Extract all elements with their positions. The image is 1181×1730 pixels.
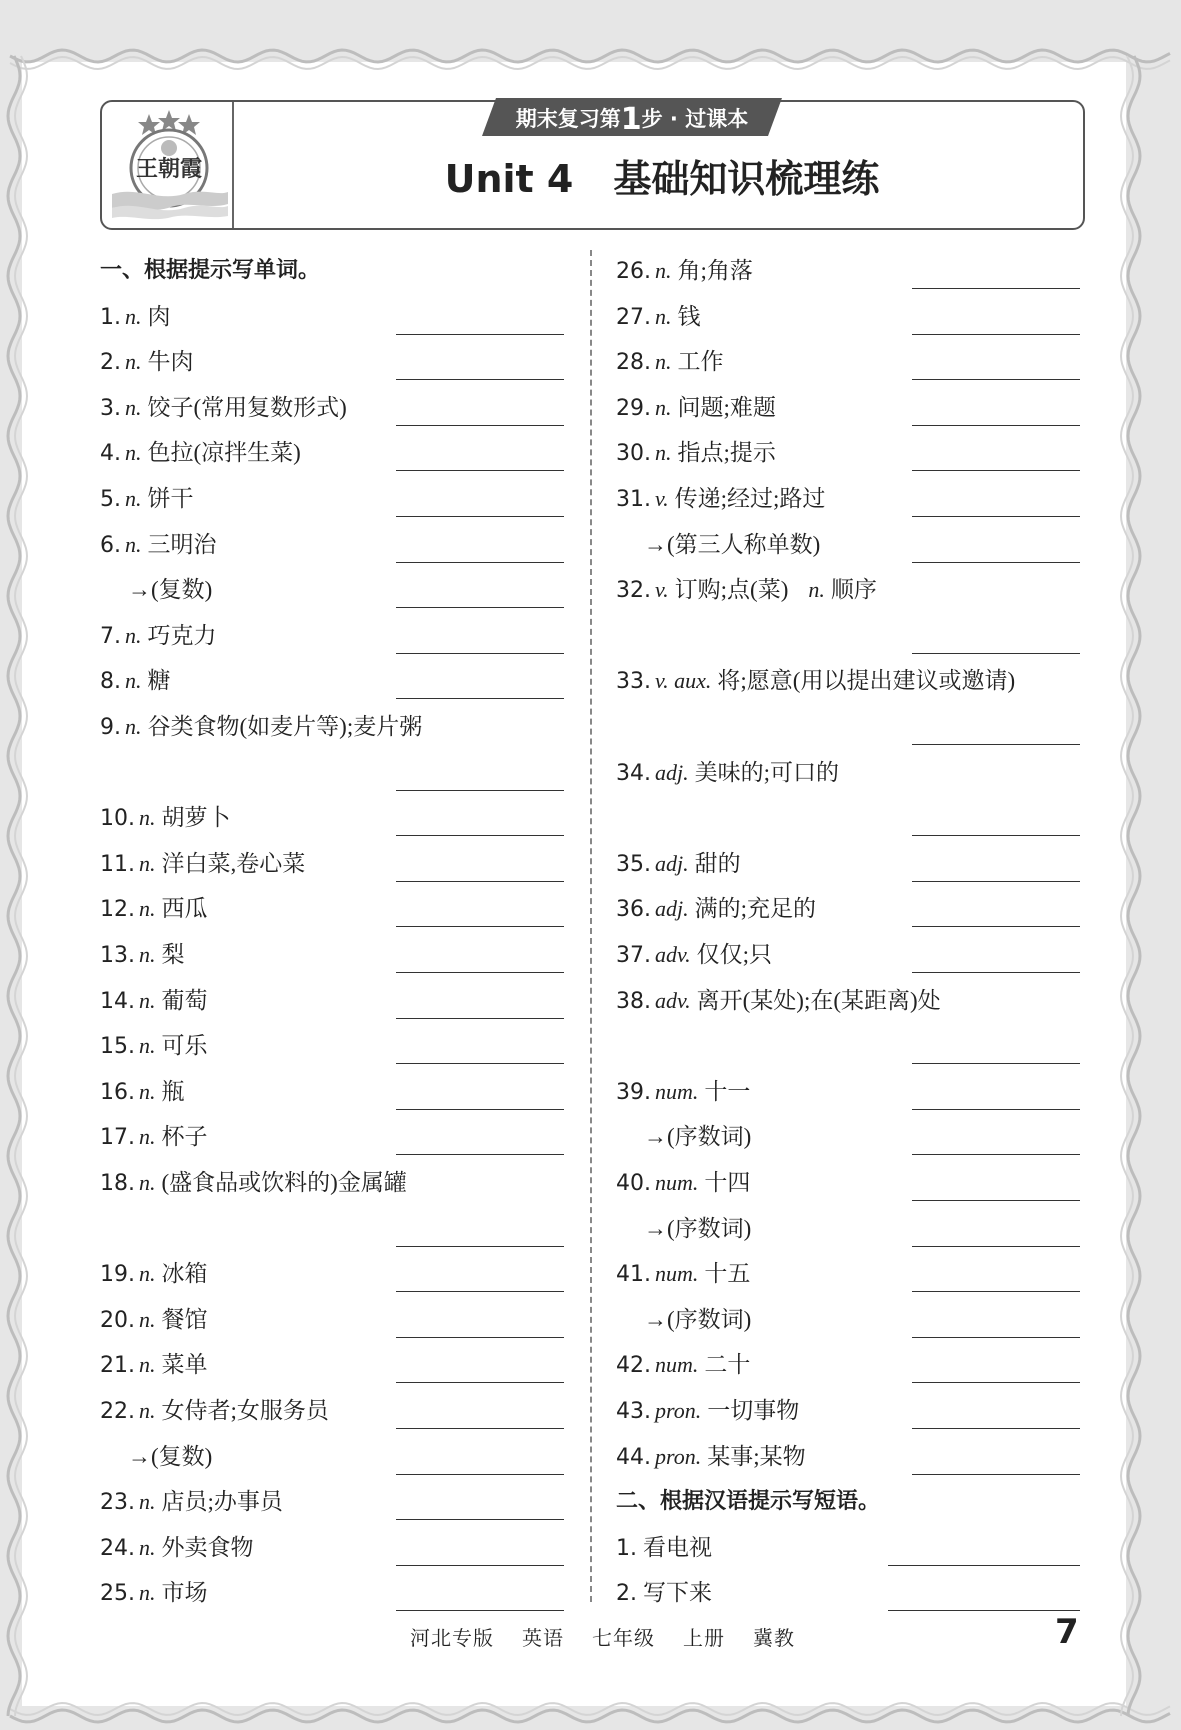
part-of-speech: n.	[655, 394, 672, 420]
item-number: 11.	[100, 851, 135, 877]
page-number: 7	[1055, 1612, 1079, 1652]
item-meaning: →(序数词)	[644, 1124, 752, 1150]
item-number: 42.	[616, 1353, 651, 1379]
item-number: 43.	[616, 1399, 651, 1424]
item-meaning: 离开(某处);在(某距离)处	[696, 987, 941, 1013]
answer-blank[interactable]	[912, 288, 1080, 289]
part-of-speech: n.	[125, 303, 142, 329]
item-6	[100, 522, 566, 567]
answer-blank[interactable]	[912, 1154, 1080, 1155]
item-38	[616, 978, 1080, 1023]
answer-blank[interactable]	[888, 1610, 1080, 1611]
answer-blank[interactable]	[396, 1109, 564, 1110]
item-16	[100, 1069, 566, 1114]
part-of-speech: n.	[139, 896, 156, 922]
item-meaning: 仅仅;只	[696, 942, 773, 967]
item-19	[100, 1251, 566, 1296]
item-number: 9.	[100, 715, 121, 740]
item-18	[100, 1160, 566, 1205]
item-number: 15.	[100, 1034, 135, 1060]
item-number: 4.	[100, 441, 121, 467]
part-of-speech: n.	[125, 531, 142, 557]
item-24	[100, 1525, 566, 1570]
title-main: 基础知识梳理练	[613, 157, 880, 201]
item-number: 12.	[100, 897, 135, 923]
part-of-speech: n.	[139, 1170, 156, 1195]
item-continuation	[616, 795, 1080, 840]
part-of-speech: n.	[139, 987, 156, 1013]
item-meaning: 某事;某物	[707, 1443, 806, 1469]
item-meaning: 餐馆	[161, 1306, 208, 1332]
item-number: 2.	[100, 350, 121, 376]
item-number: 26.	[616, 259, 651, 284]
part-of-speech: n.	[139, 1352, 156, 1378]
answer-blank[interactable]	[396, 1291, 564, 1292]
answer-blank[interactable]	[912, 470, 1080, 471]
part-of-speech: n.	[139, 1398, 156, 1423]
footer-subject: 英语	[522, 1628, 564, 1650]
part-of-speech: n.	[139, 1033, 156, 1059]
item-meaning: →(复数)	[128, 577, 213, 603]
item-number: 20.	[100, 1307, 135, 1333]
answer-blank[interactable]	[396, 790, 564, 791]
item-meaning: 角;角落	[677, 258, 753, 283]
item-number: 10.	[100, 806, 135, 832]
item-meaning: 西瓜	[161, 896, 208, 922]
answer-blank[interactable]	[912, 653, 1080, 654]
title-unit: Unit 4	[444, 157, 574, 201]
item-continuation	[616, 1114, 1108, 1159]
answer-blank[interactable]	[912, 1337, 1080, 1338]
answer-blank[interactable]	[396, 1610, 564, 1611]
item-number: 35.	[616, 851, 651, 877]
answer-blank[interactable]	[396, 1018, 564, 1019]
item-meaning: 十五	[704, 1261, 751, 1287]
item-number: 36.	[616, 897, 651, 923]
answer-blank[interactable]	[912, 881, 1080, 882]
answer-blank[interactable]	[912, 1200, 1080, 1201]
item-number: 33.	[616, 669, 651, 695]
item-40	[616, 1160, 1080, 1205]
item-meaning: 三明治	[147, 531, 217, 557]
item-4	[100, 430, 566, 475]
answer-blank[interactable]	[912, 334, 1080, 335]
phrase-hint: 写下来	[643, 1580, 712, 1606]
item-30	[616, 430, 1080, 475]
part-of-speech: num.	[655, 1170, 699, 1195]
item-number: 29.	[616, 395, 651, 421]
item-meaning: 外卖食物	[161, 1534, 254, 1560]
item-31	[616, 476, 1080, 521]
footer-edition: 河北专版	[410, 1628, 494, 1650]
item-25	[100, 1570, 566, 1615]
item-28	[616, 339, 1080, 384]
answer-blank[interactable]	[396, 1474, 564, 1475]
item-41	[616, 1251, 1080, 1296]
part-of-speech: n.	[125, 440, 142, 466]
item-number: 2.	[616, 1581, 637, 1607]
item-number: 38.	[616, 988, 651, 1014]
item-11	[100, 841, 566, 886]
answer-blank[interactable]	[396, 1246, 564, 1247]
item-continuation	[616, 1206, 1108, 1251]
part-of-speech: num.	[655, 1078, 699, 1104]
answer-blank[interactable]	[912, 516, 1080, 517]
item-36	[616, 886, 1080, 931]
answer-blank[interactable]	[912, 926, 1080, 927]
footer-grade: 七年级	[592, 1628, 655, 1650]
answer-blank[interactable]	[396, 653, 564, 654]
item-number: 22.	[100, 1399, 135, 1424]
item-number: 8.	[100, 669, 121, 695]
item-meaning: 巧克力	[147, 622, 217, 648]
item-39	[616, 1069, 1080, 1114]
item-continuation	[616, 613, 1080, 658]
section-1-title: 一、根据提示写单词。	[100, 258, 321, 283]
item-continuation	[616, 1297, 1108, 1342]
answer-blank[interactable]	[396, 881, 564, 882]
answer-blank[interactable]	[396, 334, 564, 335]
item-continuation	[616, 522, 1108, 567]
answer-blank[interactable]	[396, 516, 564, 517]
item-number: 30.	[616, 441, 651, 467]
item-13	[100, 932, 566, 977]
item-37	[616, 932, 1080, 977]
part-of-speech: n.	[125, 486, 142, 511]
item-continuation	[616, 704, 1080, 749]
item-26	[616, 248, 1080, 293]
part-of-speech: n.	[139, 1124, 156, 1150]
publisher-logo	[108, 108, 230, 220]
item-meaning: 胡萝卜	[161, 805, 231, 831]
item-meaning: (盛食品或饮料的)金属罐	[161, 1170, 407, 1195]
answer-blank[interactable]	[912, 1109, 1080, 1110]
answer-blank[interactable]	[396, 1519, 564, 1520]
part-of-speech: pron.	[655, 1443, 702, 1469]
part-of-speech: adj.	[655, 896, 689, 922]
phrase-item-2	[616, 1570, 1080, 1615]
item-continuation	[616, 1023, 1080, 1068]
answer-blank[interactable]	[912, 744, 1080, 745]
part-of-speech: n.	[125, 394, 142, 420]
part-of-speech: n.	[139, 1580, 156, 1606]
part-of-speech: n.	[125, 714, 142, 739]
answer-blank[interactable]	[396, 1565, 564, 1566]
item-35	[616, 841, 1080, 886]
item-number: 31.	[616, 487, 651, 512]
header-box	[100, 100, 1085, 230]
item-meaning: 满的;充足的	[694, 896, 817, 922]
part-of-speech: num.	[655, 1261, 699, 1287]
item-number: 27.	[616, 304, 651, 330]
answer-blank[interactable]	[396, 926, 564, 927]
answer-blank[interactable]	[396, 1428, 564, 1429]
item-43	[616, 1388, 1080, 1433]
item-number: 32.	[616, 578, 651, 604]
part-of-speech: n.	[125, 349, 142, 375]
item-8	[100, 658, 566, 703]
item-number: 13.	[100, 943, 135, 968]
item-number: 25.	[100, 1581, 135, 1607]
item-3	[100, 385, 566, 430]
item-meaning: 糖	[147, 668, 171, 694]
item-number: 17.	[100, 1125, 135, 1151]
answer-blank[interactable]	[912, 1474, 1080, 1475]
item-20	[100, 1297, 566, 1342]
item-meaning: 市场	[161, 1580, 208, 1606]
item-2	[100, 339, 566, 384]
item-number: 6.	[100, 532, 121, 558]
answer-blank[interactable]	[912, 425, 1080, 426]
item-number: 16.	[100, 1079, 135, 1105]
part-of-speech: n.	[655, 440, 672, 466]
part-of-speech: adv.	[655, 942, 691, 967]
part-of-speech: n.	[139, 1261, 156, 1287]
item-number: 21.	[100, 1353, 135, 1379]
item-meaning: 指点;提示	[677, 440, 776, 466]
item-continuation	[100, 750, 566, 795]
part-of-speech: adj.	[655, 850, 689, 876]
part-of-speech: v.	[655, 577, 669, 603]
item-meaning: 谷类食物(如麦片等);麦片粥	[147, 714, 423, 739]
item-32	[616, 567, 1080, 612]
item-12	[100, 886, 566, 931]
item-meaning: 订购;点(菜)	[674, 577, 789, 603]
item-meaning: 饺子(常用复数形式)	[147, 394, 347, 420]
item-meaning: 梨	[161, 942, 185, 967]
item-meaning: 牛肉	[147, 349, 194, 375]
phrase-hint: 看电视	[643, 1534, 712, 1560]
item-number: 34.	[616, 760, 651, 786]
item-21	[100, 1342, 566, 1387]
answer-blank[interactable]	[912, 1291, 1080, 1292]
part-of-speech: n.	[139, 805, 156, 831]
answer-blank[interactable]	[396, 1154, 564, 1155]
item-number: 1.	[616, 1535, 637, 1561]
part-of-speech: n.	[139, 1078, 156, 1104]
answer-blank[interactable]	[396, 1337, 564, 1338]
logo-text: 王朝霞	[135, 156, 203, 182]
item-number: 18.	[100, 1171, 135, 1196]
item-29	[616, 385, 1080, 430]
border-wave-line	[8, 56, 20, 1716]
ribbon-prefix: 期末复习第	[515, 107, 621, 131]
item-number: 24.	[100, 1535, 135, 1561]
part-of-speech: n.	[655, 303, 672, 329]
item-continuation	[100, 1434, 594, 1479]
item-22	[100, 1388, 566, 1433]
item-number: 19.	[100, 1262, 135, 1288]
item-number: 3.	[100, 395, 121, 421]
item-14	[100, 978, 566, 1023]
item-meaning: 肉	[147, 303, 171, 329]
answer-blank[interactable]	[396, 1063, 564, 1064]
answer-blank[interactable]	[912, 1428, 1080, 1429]
part-of-speech: v.	[655, 486, 669, 511]
item-23	[100, 1479, 566, 1524]
item-meaning: 十四	[704, 1170, 751, 1195]
part-of-speech: n.	[139, 850, 156, 876]
item-meaning: 钱	[677, 303, 701, 329]
phrase-item-1	[616, 1525, 1080, 1570]
answer-blank[interactable]	[912, 379, 1080, 380]
item-33	[616, 658, 1080, 703]
item-meaning: 可乐	[161, 1033, 208, 1059]
item-number: 28.	[616, 350, 651, 376]
item-number: 1.	[100, 304, 121, 330]
ribbon-label	[482, 100, 782, 138]
item-meaning: 甜的	[694, 850, 741, 876]
item-meaning: 工作	[677, 349, 724, 375]
part-of-speech: n.	[655, 349, 672, 375]
answer-blank[interactable]	[912, 1063, 1080, 1064]
part-of-speech: adj.	[655, 759, 689, 785]
part-of-speech: n.	[655, 258, 672, 283]
item-number: 41.	[616, 1262, 651, 1288]
part-of-speech: v. aux.	[655, 668, 712, 694]
answer-blank[interactable]	[912, 972, 1080, 973]
item-meaning: →(序数词)	[644, 1215, 752, 1241]
answer-blank[interactable]	[396, 470, 564, 471]
item-meaning: →(复数)	[128, 1443, 213, 1469]
column-divider	[590, 250, 592, 1602]
item-meaning: 将;愿意(用以提出建议或邀请)	[717, 668, 1016, 694]
item-number: 40.	[616, 1171, 651, 1196]
answer-blank[interactable]	[396, 425, 564, 426]
item-meaning: 饼干	[147, 486, 194, 511]
item-continuation	[100, 567, 594, 612]
part-of-speech: n.	[139, 1534, 156, 1560]
answer-blank[interactable]	[912, 562, 1080, 563]
footer-publisher: 冀教	[753, 1628, 795, 1650]
item-meaning: 店员;办事员	[161, 1489, 283, 1515]
item-number: 23.	[100, 1490, 135, 1516]
answer-blank[interactable]	[888, 1565, 1080, 1566]
item-number: 14.	[100, 988, 135, 1014]
item-number: 7.	[100, 623, 121, 649]
item-meaning: →(第三人称单数)	[644, 531, 821, 557]
item-continuation	[100, 1206, 566, 1251]
section-2-title: 二、根据汉语提示写短语。	[616, 1489, 881, 1515]
item-1	[100, 294, 566, 339]
item-number: 44.	[616, 1444, 651, 1470]
ribbon-step-number: 1	[620, 102, 642, 137]
item-meaning: 杯子	[161, 1124, 208, 1150]
item-44	[616, 1434, 1080, 1479]
item-meaning: 顺序	[830, 577, 877, 603]
item-meaning: 十一	[704, 1078, 751, 1104]
item-meaning: 瓶	[161, 1078, 185, 1104]
answer-blank[interactable]	[912, 1246, 1080, 1247]
border-wave-line	[10, 50, 1170, 62]
item-number: 5.	[100, 487, 121, 512]
item-meaning: 一切事物	[707, 1398, 800, 1423]
footer-volume: 上册	[683, 1628, 725, 1650]
ribbon-suffix: 步 · 过课本	[641, 107, 749, 131]
item-meaning: 传递;经过;路过	[674, 486, 826, 511]
header-divider	[232, 102, 234, 228]
answer-blank[interactable]	[912, 835, 1080, 836]
item-meaning: 色拉(凉拌生菜)	[147, 440, 301, 466]
item-15	[100, 1023, 566, 1068]
answer-blank[interactable]	[396, 698, 564, 699]
answer-blank[interactable]	[396, 972, 564, 973]
item-meaning: →(序数词)	[644, 1306, 752, 1332]
item-meaning: 冰箱	[161, 1261, 208, 1287]
item-7	[100, 613, 566, 658]
answer-blank[interactable]	[396, 562, 564, 563]
item-42	[616, 1342, 1080, 1387]
item-meaning: 女侍者;女服务员	[161, 1398, 329, 1423]
part-of-speech: n.	[139, 942, 156, 967]
item-meaning: 葡萄	[161, 987, 208, 1013]
part-of-speech: n.	[139, 1489, 156, 1515]
item-meaning: 洋白菜,卷心菜	[161, 850, 306, 876]
part-of-speech: n.	[125, 668, 142, 694]
item-17	[100, 1114, 566, 1159]
footer-info	[410, 1622, 810, 1651]
page-title	[242, 148, 1082, 203]
item-9	[100, 704, 566, 749]
item-27	[616, 294, 1080, 339]
item-meaning: 问题;难题	[677, 394, 776, 420]
answer-blank[interactable]	[396, 1382, 564, 1383]
item-34	[616, 750, 1080, 795]
part-of-speech: adv.	[655, 987, 691, 1013]
item-meaning: 菜单	[161, 1352, 208, 1378]
item-number: 37.	[616, 943, 651, 968]
item-10	[100, 795, 566, 840]
part-of-speech: n.	[139, 1306, 156, 1332]
part-of-speech: pron.	[655, 1398, 702, 1423]
item-meaning: 二十	[704, 1352, 751, 1378]
item-5	[100, 476, 566, 521]
answer-blank[interactable]	[396, 379, 564, 380]
answer-blank[interactable]	[396, 607, 564, 608]
part-of-speech: n.	[808, 577, 825, 603]
part-of-speech: n.	[125, 622, 142, 648]
answer-blank[interactable]	[396, 835, 564, 836]
answer-blank[interactable]	[912, 1382, 1080, 1383]
item-meaning: 美味的;可口的	[694, 759, 840, 785]
item-number: 39.	[616, 1079, 651, 1105]
part-of-speech: num.	[655, 1352, 699, 1378]
